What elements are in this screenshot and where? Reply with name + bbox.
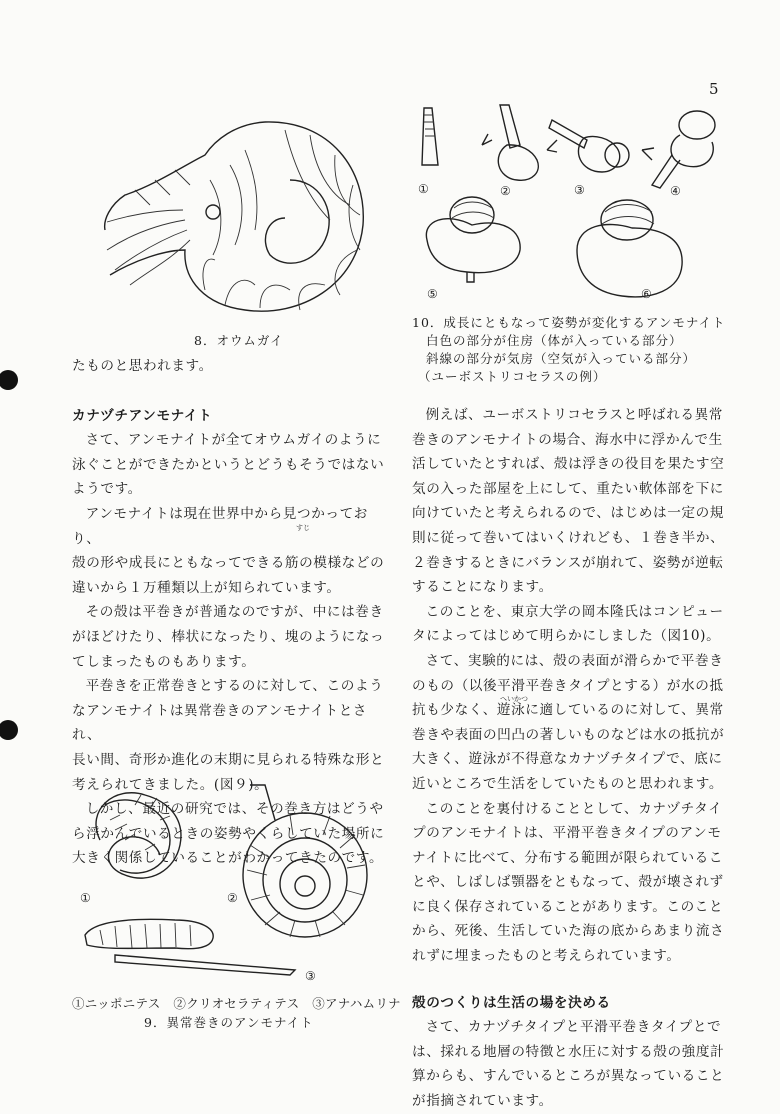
figure8-caption: 8．オウムガイ <box>194 333 284 348</box>
binder-hole-top <box>0 370 18 390</box>
left-paragraph-4: 平巻きを正常巻きとするのに対して、このよう なアンモナイトは異常巻きのアンモナイトとされ、 長い間、奇形か進化の末期に見られる特殊な形と 考えられてきました。(図９)。 <box>72 678 385 793</box>
figure10-label-5: ⑤ <box>427 287 438 301</box>
section-heading-kanazuchi: カナヅチアンモナイト <box>72 407 213 424</box>
figure9-caption: 9．異常巻きのアンモナイト <box>144 1015 314 1030</box>
nautilus-illustration <box>95 110 385 320</box>
figure10-label-6: ⑥ <box>641 287 652 301</box>
figure10-label-2: ② <box>500 184 511 198</box>
figure10-caption-line-1: 10．成長にともなって姿勢が変化するアンモナイト <box>412 315 726 330</box>
ammonite-posture-diagram <box>412 100 712 310</box>
right-paragraph-5: さて、カナヅチタイプと平滑平巻きタイプとで は、採れる地層の特徴と水圧に対する殻の強度計 算からも、すんでいるところが異なっていること が指摘されています。 <box>412 1019 725 1110</box>
left-paragraph-2: すじ アンモナイトは現在世界中から見つかっており、 殻の形や成長にともなってできる筋の模様などの 違いから１万種類以上が知られています。 <box>72 505 385 596</box>
figure9-label-1: ① <box>80 891 91 905</box>
figure9-legend: ①ニッポニテス ②クリオセラティテス ③アナハムリナ <box>72 996 401 1011</box>
figure9-label-2: ② <box>227 891 238 905</box>
section-heading-shell-structure: 殻のつくりは生活の場を決める <box>412 994 611 1011</box>
left-paragraph-5: しかし、最近の研究では、その巻き方はどうや ら浮かんでいるときの姿勢やくらしていた場所に 大きく関係していることがわかってきたのです。 <box>72 801 385 867</box>
continuation-text: たものと思われます。 <box>72 358 213 374</box>
figure10-label-3: ③ <box>574 183 585 197</box>
abnormal-ammonites-illustration <box>75 780 375 980</box>
figure10-caption-line-3: 斜線の部分が気房（空気が入っている部分） <box>426 351 697 366</box>
left-paragraph-1: さて、アンモナイトが全てオウムガイのように 泳ぐことができたかというとどうもそうではない ようです。 <box>72 432 385 498</box>
right-paragraph-3: へいかつ さて、実験的には、殻の表面が滑らかで平巻き のもの（以後平滑平巻きタイプとする）が水の抵 抗も少なく、遊泳に適しているのに対して、異常 巻きや表面の凹凸の著しいものなどは水の抵抗が 大きく、遊泳が不得意なカナヅチタイプで、底に 近いところで生活をしていたものと思われます。 <box>412 652 725 792</box>
ruby-suji: すじ <box>296 523 310 532</box>
figure9-label-3: ③ <box>305 969 316 983</box>
right-paragraph-1: 例えば、ユーボストリコセラスと呼ばれる異常 巻きのアンモナイトの場合、海水中に浮かんで生 活していたとすれば、殻は浮きの役目を果たす空 気の入った部屋を上にして、重たい軟体部を下に 向けていたと考えられるので、はじめは一定の規 則に従って巻いてはいくけれども、１巻き半か、 ２巻きするときにバランスが崩れて、姿勢が逆転 することになります。 <box>412 407 725 596</box>
binder-hole-bottom <box>0 720 18 740</box>
right-column <box>412 403 732 1114</box>
figure10-caption-line-2: 白色の部分が住房（体が入っている部分） <box>426 333 683 348</box>
figure10-label-4: ④ <box>670 184 681 198</box>
page-number: 5 <box>709 80 719 98</box>
right-paragraph-4: このことを裏付けることとして、カナヅチタイ プのアンモナイトは、平滑平巻きタイプのアンモ ナイトに比べて、分布する範囲が限られているこ とや、しばしば顎器をともなって、殻が壊されず に良く保存されていることがあります。このこと から、死後、生活していた海の底からあまり流さ れずに埋まったものと考えられています。 <box>412 800 725 965</box>
ruby-heikatsu: へいかつ <box>500 694 528 703</box>
figure10-caption-line-4: （ユーボストリコセラスの例） <box>418 369 607 384</box>
right-paragraph-2: このことを、東京大学の岡本隆氏はコンピュー タによってはじめて明らかにしました（図10)。 <box>412 603 724 645</box>
figure10-label-1: ① <box>418 182 429 196</box>
left-paragraph-3: その殻は平巻きが普通なのですが、中には巻き がほどけたり、棒状になったり、塊のようになっ てしまったものもあります。 <box>72 604 385 670</box>
